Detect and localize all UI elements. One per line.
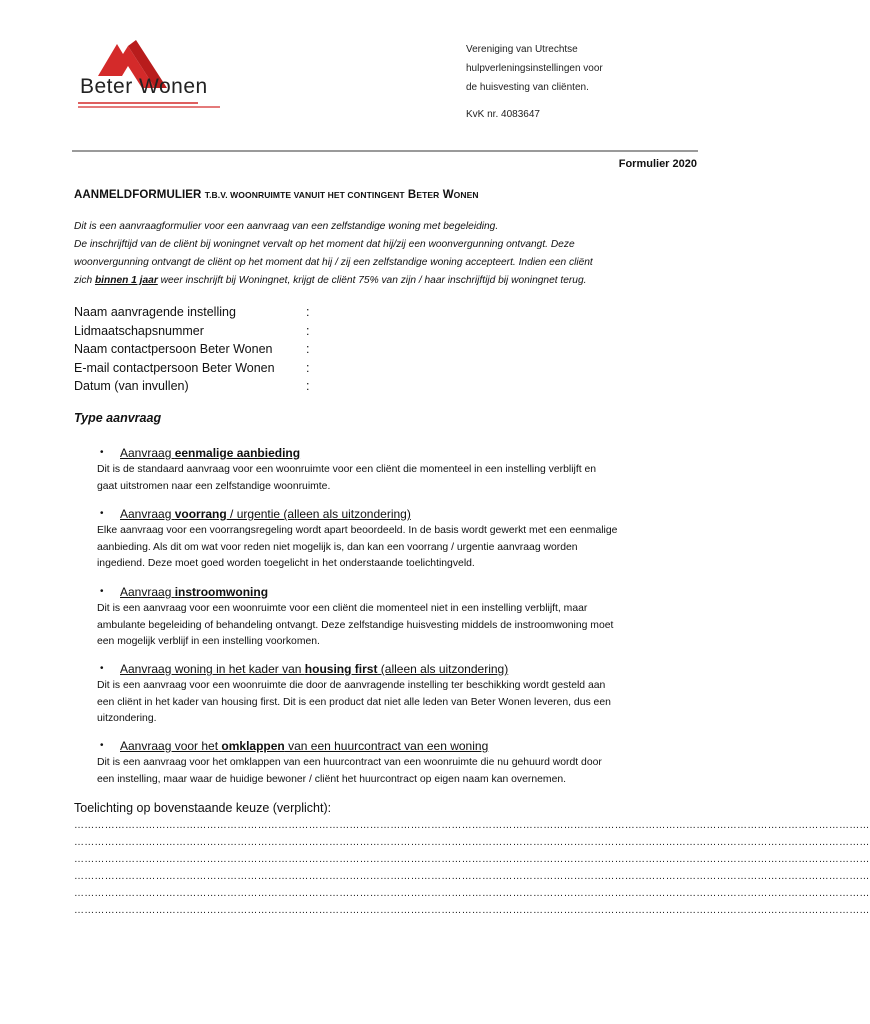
option-heading[interactable]: [97, 738, 697, 754]
title-eter: ETER: [416, 190, 440, 200]
field-label: Lidmaatschapsnummer: [74, 323, 204, 338]
title-onen: ONEN: [453, 190, 479, 200]
field-label: Datum (van invullen): [74, 379, 189, 393]
option-desc-line: ingediend. Deze moet goed worden toegelicht in het onderstaande toelichtingveld.: [97, 558, 475, 569]
option-instroomwoning[interactable]: [97, 584, 697, 651]
option-heading-bold: housing first: [304, 662, 378, 676]
option-description: [97, 601, 697, 651]
option-heading-pre: Aanvraag: [120, 585, 175, 599]
option-heading-pre: Aanvraag woning in het kader van: [120, 662, 305, 676]
option-heading[interactable]: [97, 661, 697, 677]
toelichting-line[interactable]: ………………………………………………………………………………………………………………………………………………………………………………………………………………: [74, 905, 870, 916]
option-heading-pre: Aanvraag: [120, 507, 175, 521]
intro-line-1: Dit is een aanvraagformulier voor een aanvraag van een zelfstandige woning met begeleiding.: [74, 221, 499, 232]
org-line-3: de huisvesting van cliënten.: [466, 82, 589, 93]
toelichting-line[interactable]: ………………………………………………………………………………………………………………………………………………………………………………………………………………: [74, 820, 870, 831]
option-desc-line: een mogelijk verblijf in een instelling voorkomen.: [97, 636, 320, 647]
toelichting-line[interactable]: ………………………………………………………………………………………………………………………………………………………………………………………………………………: [74, 854, 870, 865]
toelichting-label: Toelichting op bovenstaande keuze (verplicht):: [74, 801, 332, 815]
intro-line-3: woonvergunning ontvangt de cliënt op het moment dat hij / zij een zelfstandige woning accepteert. Indien een cliënt: [74, 257, 593, 268]
org-line-1: Vereniging van Utrechtse: [466, 44, 578, 55]
option-heading-bold: omklappen: [221, 739, 285, 753]
organisation-info: [466, 40, 603, 124]
option-desc-line: ambulante begeleiding of behandeling ontvangt. Deze zelfstandige huisvesting middels de instroomwoning moet: [97, 619, 614, 631]
field-row[interactable]: [74, 340, 316, 359]
intro-text: [74, 218, 699, 290]
title-small: T.B.V. WOONRUIMTE VANUIT HET CONTINGENT: [204, 190, 405, 200]
option-description: [97, 523, 697, 573]
option-heading-pre: Aanvraag voor het: [120, 739, 222, 753]
option-desc-line: Dit is een aanvraag voor een woonruimte die door de aanvragende instelling ter beschikking wordt gesteld aan: [97, 680, 606, 691]
option-desc-line: gaat uitstromen naar een zelfstandige woonruimte.: [97, 480, 331, 492]
bullet-icon: •: [100, 447, 104, 458]
header-divider: [72, 150, 698, 152]
kvk-number: KvK nr. 4083647: [466, 109, 540, 120]
option-heading-post: / urgentie (alleen als uitzondering): [226, 507, 411, 521]
logo-text: Beter Wonen: [80, 75, 208, 98]
field-colon: :: [306, 360, 310, 375]
option-desc-line: een cliënt in het kader van housing first. Dit is een product dat niet alle leden van Beter Wonen leveren, dus een: [97, 696, 611, 708]
intro-deadline: binnen 1 jaar: [94, 275, 158, 286]
title-b: B: [407, 189, 417, 201]
contact-fields: [74, 303, 316, 396]
field-colon: :: [306, 342, 310, 356]
option-desc-line: Dit is de standaard aanvraag voor een woonruimte voor een cliënt die momenteel in een instelling verblijft en: [97, 464, 597, 475]
option-heading[interactable]: [97, 584, 697, 600]
option-description: [97, 462, 697, 495]
field-colon: :: [306, 305, 310, 319]
option-desc-line: uitzondering.: [97, 713, 157, 724]
option-desc-line: Elke aanvraag voor een voorrangsregeling wordt apart beoordeeld. In de basis wordt gewerkt met een eenmalige: [97, 525, 618, 536]
field-label: Naam aanvragende instelling: [74, 305, 236, 319]
intro-line-2: De inschrijftijd van de cliënt bij woningnet vervalt op het moment dat hij/zij een woonvergunning ontvangt. Deze: [74, 239, 575, 250]
intro-line-4: [74, 272, 699, 290]
field-row[interactable]: [74, 377, 316, 396]
form-title: [74, 189, 479, 201]
field-row[interactable]: [74, 322, 316, 341]
option-description: [97, 678, 697, 728]
title-main: AANMELDFORMULIER: [74, 189, 202, 201]
option-heading-bold: eenmalige aanbieding: [174, 446, 301, 460]
option-heading[interactable]: [97, 445, 697, 461]
intro-line-4-pre: zich: [74, 275, 95, 286]
intro-line-4-post: weer inschrijft bij Woningnet, krijgt de cliënt 75% van zijn / haar inschrijftijd bij woningnet terug.: [157, 275, 587, 286]
option-heading-post: (alleen als uitzondering): [377, 662, 509, 676]
org-line-2: hulpverleningsinstellingen voor: [466, 63, 603, 74]
option-heading-bold: voorrang: [174, 507, 227, 521]
field-label: Naam contactpersoon Beter Wonen: [74, 342, 273, 356]
toelichting-line[interactable]: ………………………………………………………………………………………………………………………………………………………………………………………………………………: [74, 888, 870, 899]
option-voorrang[interactable]: [97, 506, 697, 573]
bullet-icon: •: [100, 740, 104, 751]
field-colon: :: [306, 379, 310, 393]
option-heading-pre: Aanvraag: [120, 446, 175, 460]
bullet-icon: •: [100, 663, 104, 674]
field-row[interactable]: [74, 359, 316, 378]
toelichting-line[interactable]: ………………………………………………………………………………………………………………………………………………………………………………………………………………: [74, 871, 870, 882]
bullet-icon: •: [100, 508, 104, 519]
field-label: E-mail contactpersoon Beter Wonen: [74, 360, 275, 375]
option-omklappen[interactable]: [97, 738, 697, 788]
type-heading: Type aanvraag: [74, 411, 162, 425]
option-heading[interactable]: [97, 506, 697, 522]
option-desc-line: aanbieding. Als dit om wat voor reden niet mogelijk is, dan kan een voorrang / urgentie aanvraag worden: [97, 541, 578, 553]
title-w: W: [442, 189, 454, 201]
option-description: [97, 755, 697, 788]
option-desc-line: Dit is een aanvraag voor het omklappen van een huurcontract van een woonruimte die nu gehuurd wordt door: [97, 757, 602, 768]
bullet-icon: •: [100, 586, 104, 597]
option-desc-line: Dit is een aanvraag voor een woonruimte voor een cliënt die momenteel niet in een instelling verblijft, maar: [97, 603, 588, 614]
option-desc-line: een instelling, maar waar de huidige bewoner / cliënt het huurcontract op eigen naam kan overnemen.: [97, 773, 567, 785]
toelichting-line[interactable]: ………………………………………………………………………………………………………………………………………………………………………………………………………………: [74, 837, 870, 848]
option-eenmalige-aanbieding[interactable]: [97, 445, 697, 495]
form-year: Formulier 2020: [618, 158, 697, 170]
option-housing-first[interactable]: [97, 661, 697, 728]
option-heading-bold: instroomwoning: [174, 585, 269, 599]
field-colon: :: [306, 323, 310, 338]
option-heading-post: van een huurcontract van een woning: [284, 739, 489, 753]
field-row[interactable]: [74, 303, 316, 322]
